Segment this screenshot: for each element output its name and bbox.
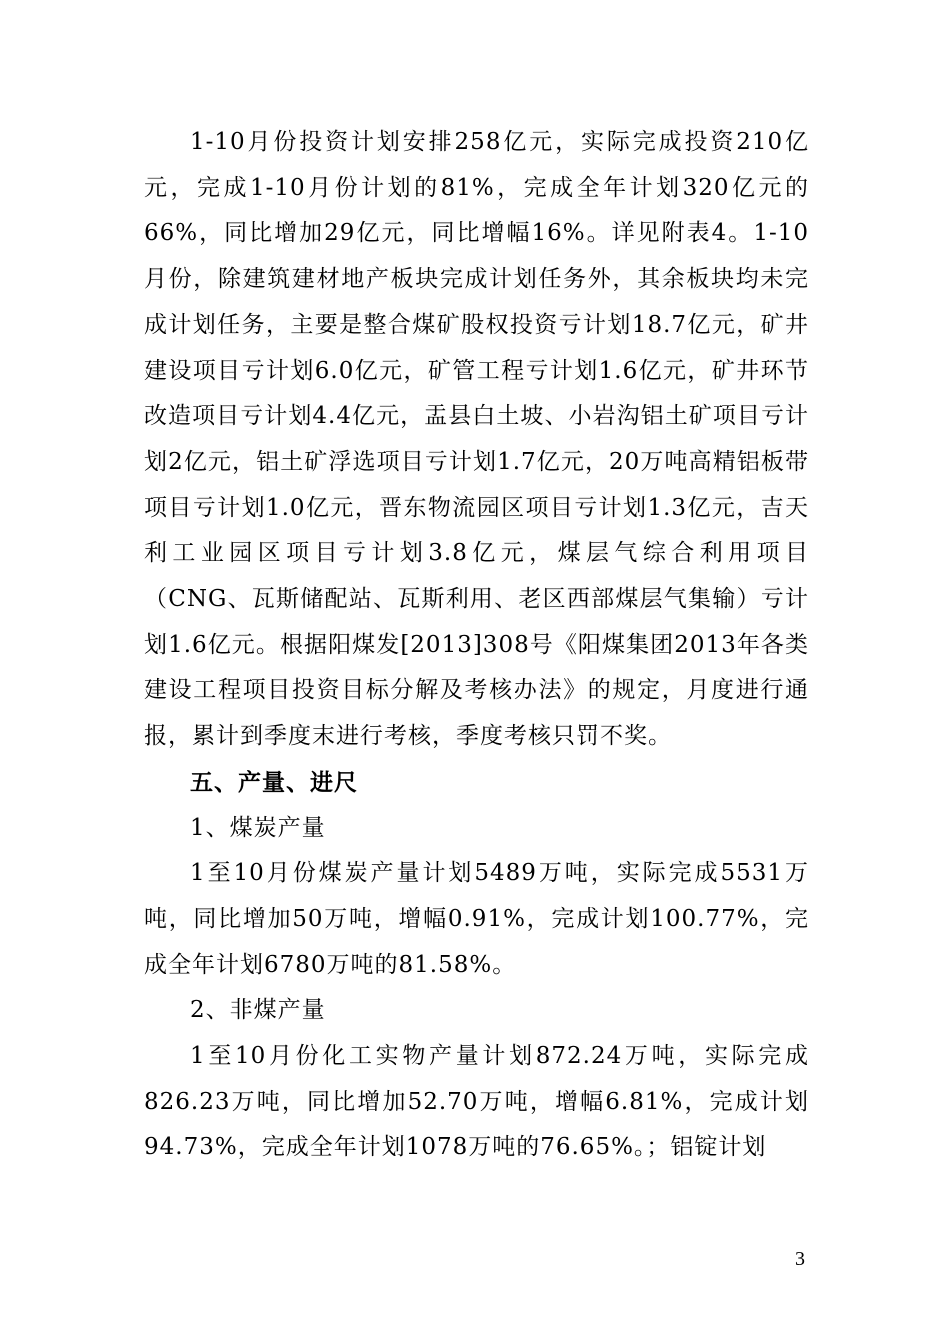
- section-heading-output-footage: 五、产量、进尺: [190, 768, 358, 796]
- coal-output-paragraph: 1至10月份煤炭产量计划5489万吨，实际完成5531万吨，同比增加50万吨，增幅0.91%，完成计划100.77%，完成全年计划6780万吨的81.58%。: [144, 860, 809, 978]
- page-number: 3: [795, 1248, 805, 1270]
- non-coal-output-paragraph: 1至10月份化工实物产量计划872.24万吨，实际完成826.23万吨，同比增加52.70万吨，增幅6.81%，完成计划94.73%，完成全年计划1078万吨的76.65%。；铝锭计划: [144, 1043, 809, 1161]
- investment-paragraph: 1-10月份投资计划安排258亿元，实际完成投资210亿元，完成1-10月份计划的81%，完成全年计划320亿元的66%，同比增加29亿元，同比增幅16%。详见附表4。1-10月份，除建筑建材地产板块完成计划任务外，其余板块均未完成计划任务，主要是整合煤矿股权投资亏计划18.7亿元，矿井建设项目亏计划6.0亿元，矿管工程亏计划1.6亿元，矿井环节改造项目亏计划4.4亿元，盂县白土坡、小岩沟铝土矿项目亏计划2亿元，铝土矿浮选项目亏计划1.7亿元，20万吨高精铝板带项目亏计划1.0亿元，晋东物流园区项目亏计划1.3亿元，吉天利工业园区项目亏计划3.8亿元，煤层气综合利用项目（CNG、瓦斯储配站、瓦斯利用、老区西部煤层气集输）亏计划1.6亿元。根据阳煤发[2013]308号《阳煤集团2013年各类建设工程项目投资目标分解及考核办法》的规定，月度进行通报，累计到季度末进行考核，季度考核只罚不奖。: [144, 129, 809, 750]
- subheading-coal-output: 1、煤炭产量: [190, 814, 326, 841]
- document-body: [144, 120, 809, 1171]
- subheading-non-coal-output: 2、非煤产量: [190, 997, 326, 1024]
